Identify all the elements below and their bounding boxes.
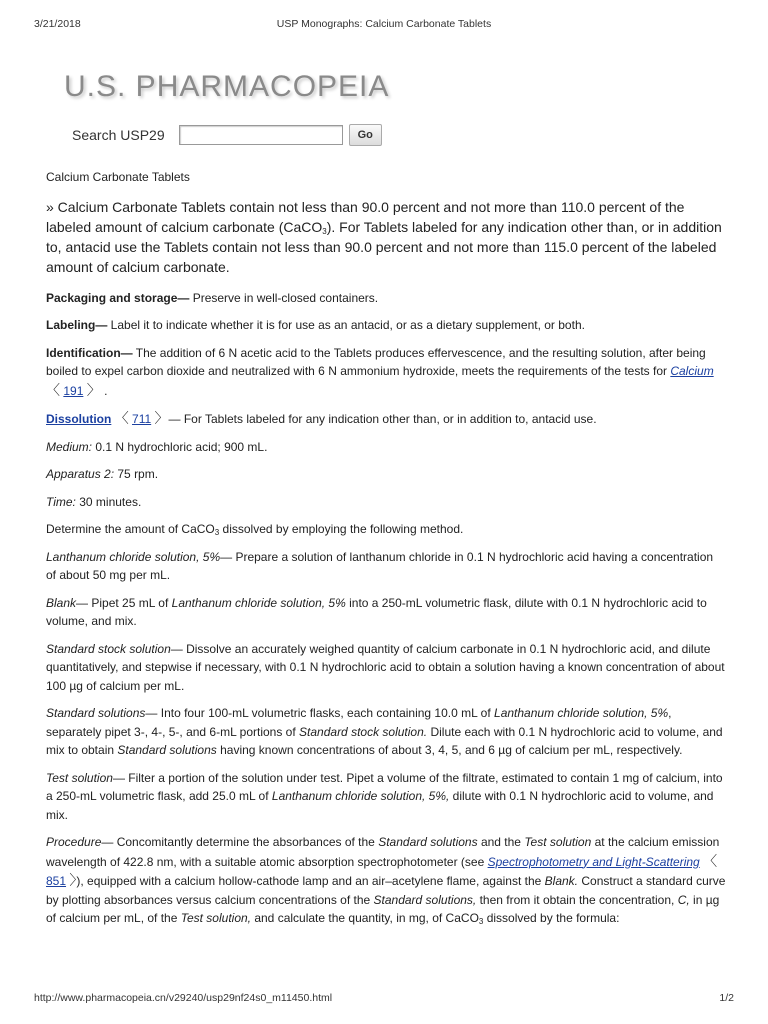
labeling-label: Labeling— xyxy=(46,318,108,332)
search-bar xyxy=(72,122,382,148)
identification-label: Identification— xyxy=(46,345,133,360)
lead-text: » Calcium Carbonate Tablets contain not less than 90.0 percent and not more than 110.0 percent of the labeled amount of calcium carbonate (CaCO xyxy=(46,198,685,235)
procedure-text-3: at the calcium emission wavelength of 422.8 nm, with a suitable atomic absorption spectrophotometer (see xyxy=(46,835,720,869)
chapter-711-link[interactable]: 711 xyxy=(132,412,152,426)
stock-label: Standard stock solution xyxy=(46,641,171,656)
apparatus-label: Apparatus 2: xyxy=(46,467,115,481)
procedure-text-2: and the xyxy=(477,835,525,849)
medium-text: 0.1 N hydrochloric acid; 900 mL. xyxy=(92,439,268,454)
procedure-section xyxy=(46,833,726,928)
standards-label: Standard solutions xyxy=(46,706,146,720)
angle-close: 〉 xyxy=(86,381,101,398)
standards-ref-2: Standard stock solution. xyxy=(299,724,428,739)
packaging-label: Packaging and storage— xyxy=(46,290,190,305)
search-input[interactable] xyxy=(179,125,343,145)
stock-text: — Dissolve an accurately weighed quantity of calcium carbonate in 0.1 N hydrochloric acid, and dilute quantitatively, and stepwise if necessary, with 0.1 N hydrochloric acid to obtain a solution having a known concentration of about 100 µg of calcium per mL. xyxy=(46,641,725,693)
procedure-label: Procedure xyxy=(46,835,102,849)
identification-section xyxy=(46,344,726,401)
standards-ref-3: Standard solutions xyxy=(117,743,217,757)
usp-logo[interactable]: U.S. PHARMACOPEIA xyxy=(64,70,390,103)
procedure-text-4: ), equipped with a calcium hollow-cathode lamp and an air–acetylene flame, against the xyxy=(76,874,545,888)
monograph-content xyxy=(46,168,726,937)
standards-text-4: having known concentrations of about 3, 4, 5, and 6 µg of calcium per mL, respectively. xyxy=(216,743,683,757)
lanthanum-label: Lanthanum chloride solution, 5% xyxy=(46,549,221,564)
procedure-ref-5: C, xyxy=(677,892,690,907)
procedure-text-7: in µg of calcium per mL, of the xyxy=(46,892,720,925)
stock-section xyxy=(46,640,726,696)
monograph-title: Calcium Carbonate Tablets xyxy=(46,170,190,184)
test-section xyxy=(46,769,726,825)
chapter-851-link[interactable]: 851 xyxy=(46,874,67,888)
standards-text: — Into four 100-mL volumetric flasks, each containing 10.0 mL of xyxy=(145,706,495,720)
time-text: 30 minutes. xyxy=(75,494,142,509)
packaging-section xyxy=(46,289,726,308)
blank-text: — Pipet 25 mL of xyxy=(76,595,172,610)
procedure-ref-3: Blank. xyxy=(544,874,579,888)
lead-text-2: ). For Tablets labeled for any indication other than, or in addition to, antacid use the Tablets contain not less than 90.0 percent and not more than 115.0 percent of the labeled amount of calcium carbonate. xyxy=(46,218,722,275)
determine-text-2: dissolved by employing the following method. xyxy=(219,522,464,536)
print-date: 3/21/2018 xyxy=(34,18,81,30)
print-title: USP Monographs: Calcium Carbonate Tablets xyxy=(276,18,492,30)
procedure-text-8: and calculate the quantity, in mg, of CaCO xyxy=(251,911,479,925)
identification-end: . xyxy=(104,383,108,398)
procedure-text: — Concomitantly determine the absorbances of the xyxy=(101,835,379,849)
apparatus-line xyxy=(46,465,726,484)
procedure-text-6: then from it obtain the concentration, xyxy=(476,892,678,907)
lanthanum-text: — Prepare a solution of lanthanum chloride in 0.1 N hydrochloric acid having a concentration of about 50 mg per mL. xyxy=(46,549,714,582)
identification-text: The addition of 6 N acetic acid to the Tablets produces effervescence, and the resulting solution, after being boiled to expel carbon dioxide and neutralized with 6 N ammonium hydroxide, meets the requirements of the tests for xyxy=(46,345,706,378)
calcium-link[interactable]: Calcium xyxy=(670,364,714,378)
procedure-ref-1: Standard solutions xyxy=(378,835,478,849)
medium-line xyxy=(46,438,726,457)
labeling-text: Label it to indicate whether it is for use as an antacid, or as a dietary supplement, or both. xyxy=(107,318,585,332)
procedure-ref-6: Test solution, xyxy=(180,911,251,925)
time-label: Time: xyxy=(46,494,76,509)
go-button[interactable]: Go xyxy=(349,124,382,146)
blank-section xyxy=(46,594,726,631)
print-page-number: 1/2 xyxy=(719,992,734,1004)
test-text: — Filter a portion of the solution under test. Pipet a volume of the filtrate, estimated to contain 1 mg of calcium, into a 250-mL volumetric flask, add 25.0 mL of xyxy=(46,770,723,803)
standards-text-3: Dilute each with 0.1 N hydrochloric acid to volume, and mix to obtain xyxy=(46,724,723,757)
lead-subscript: 3 xyxy=(322,226,327,236)
angle-close: 〉 xyxy=(69,872,77,888)
test-label: Test solution xyxy=(46,770,113,785)
blank-text-2: into a 250-mL volumetric flask, dilute with 0.1 N hydrochloric acid to volume, and mix. xyxy=(46,595,707,628)
procedure-text-9: dissolved by the formula: xyxy=(483,911,620,925)
labeling-section xyxy=(46,316,726,335)
dissolution-link[interactable]: Dissolution xyxy=(46,412,112,426)
standards-ref-1: Lanthanum chloride solution, 5% xyxy=(494,706,669,720)
procedure-ref-2: Test solution xyxy=(524,835,592,849)
test-text-2: dilute with 0.1 N hydrochloric acid to volume, and mix. xyxy=(46,789,714,822)
blank-label: Blank xyxy=(46,595,77,610)
angle-close: 〉 xyxy=(154,410,169,426)
print-url: http://www.pharmacopeia.cn/v29240/usp29nf24s0_m11450.html xyxy=(34,992,333,1004)
medium-label: Medium: xyxy=(46,439,93,454)
determine-line xyxy=(46,520,726,539)
procedure-text-5: Construct a standard curve by plotting absorbances versus calcium concentrations of the xyxy=(46,874,726,907)
determine-subscript: 3 xyxy=(214,528,220,537)
angle-open: 〈 xyxy=(46,381,60,398)
standards-section xyxy=(46,704,726,760)
lanthanum-section xyxy=(46,548,726,585)
angle-open: 〈 xyxy=(703,852,718,869)
spectrophotometry-link[interactable]: Spectrophotometry and Light-Scattering xyxy=(487,854,700,869)
blank-ref: Lanthanum chloride solution, 5% xyxy=(171,595,346,610)
standards-text-2: , separately pipet 3-, 4-, 5-, and 6-mL portions of xyxy=(46,706,672,739)
test-ref: Lanthanum chloride solution, 5%, xyxy=(271,789,450,803)
monograph-lead xyxy=(46,197,726,277)
dissolution-section xyxy=(46,409,726,429)
procedure-subscript: 3 xyxy=(478,917,484,926)
dissolution-text: — For Tablets labeled for any indication other than, or in addition to, antacid use. xyxy=(168,412,597,426)
angle-open: 〈 xyxy=(114,410,129,426)
chapter-191-link[interactable]: 191 xyxy=(63,383,84,398)
apparatus-text: 75 rpm. xyxy=(114,467,159,481)
search-label: Search USP29 xyxy=(72,127,165,143)
time-line xyxy=(46,493,726,512)
procedure-ref-4: Standard solutions, xyxy=(373,892,477,907)
determine-text: Determine the amount of CaCO xyxy=(46,522,215,536)
packaging-text: Preserve in well-closed containers. xyxy=(189,290,379,305)
